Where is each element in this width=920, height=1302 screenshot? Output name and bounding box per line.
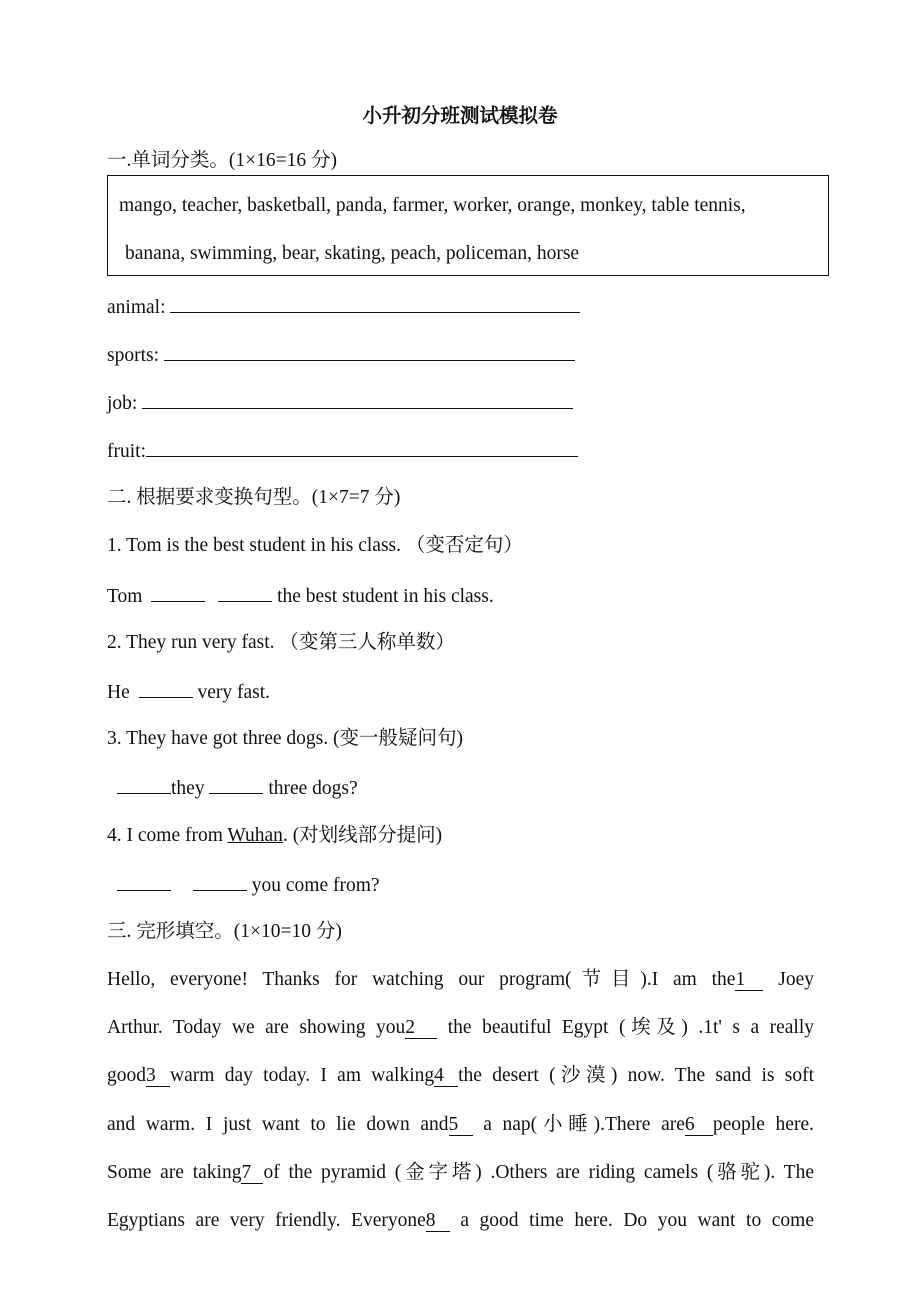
cloze-line-1 xyxy=(107,968,814,992)
question-3-prompt: 3. They have got three dogs. (变一般疑问句) xyxy=(107,728,463,749)
cloze-text: the desert (沙漠) now. The sand is soft xyxy=(458,1065,815,1086)
answer-blank[interactable] xyxy=(117,872,171,891)
section1-heading: 一.单词分类。(1×16=16 分) xyxy=(107,150,337,171)
question-4-answer xyxy=(117,872,380,898)
section2-heading: 二. 根据要求变换句型。(1×7=7 分) xyxy=(107,487,401,508)
category-animal xyxy=(107,294,580,320)
cloze-line-2 xyxy=(107,1016,814,1040)
answer-text: they xyxy=(171,778,205,799)
word-bank-box xyxy=(107,175,829,276)
cloze-blank-2[interactable]: 2 xyxy=(405,1018,437,1039)
answer-text: very fast. xyxy=(197,682,271,703)
answer-text: three dogs? xyxy=(263,778,358,799)
word-bank-line-2: banana, swimming, bear, skating, peach, policeman, horse xyxy=(125,243,580,264)
cloze-text: Egyptians are very friendly. Everyone xyxy=(107,1210,426,1231)
cloze-text: good xyxy=(107,1065,146,1086)
answer-blank[interactable] xyxy=(117,775,171,794)
answer-text: Tom xyxy=(107,586,143,607)
category-label: animal: xyxy=(107,297,171,318)
cloze-line-4 xyxy=(107,1113,814,1137)
section3-heading: 三. 完形填空。(1×10=10 分) xyxy=(107,921,342,942)
answer-blank[interactable] xyxy=(146,438,578,457)
question-3-answer xyxy=(117,775,358,801)
cloze-blank-3[interactable]: 3 xyxy=(146,1066,170,1087)
cloze-text: a nap(小睡).There are xyxy=(472,1114,685,1135)
answer-blank[interactable] xyxy=(164,342,575,361)
category-label: sports: xyxy=(107,345,164,366)
prompt-text: . (对划线部分提问) xyxy=(282,825,443,846)
cloze-text: of the pyramid (金字塔) .Others are riding camels (骆驼). The xyxy=(263,1162,814,1183)
cloze-text: warm day today. I am walking xyxy=(170,1065,435,1086)
answer-blank[interactable] xyxy=(218,583,272,602)
category-label: job: xyxy=(107,393,143,414)
answer-blank[interactable] xyxy=(139,679,193,698)
cloze-blank-8[interactable]: 8 xyxy=(426,1211,450,1232)
category-label: fruit: xyxy=(107,441,146,462)
cloze-blank-7[interactable]: 7 xyxy=(241,1163,263,1184)
answer-blank[interactable] xyxy=(209,775,263,794)
question-1-prompt: 1. Tom is the best student in his class. （变否定句） xyxy=(107,535,523,556)
cloze-text: and warm. I just want to lie down and xyxy=(107,1114,449,1135)
question-2-prompt: 2. They run very fast. （变第三人称单数） xyxy=(107,632,455,653)
category-sports xyxy=(107,342,575,368)
cloze-text: Joey xyxy=(763,969,814,990)
cloze-text: Some are taking xyxy=(107,1162,242,1183)
question-4-prompt xyxy=(107,824,442,848)
category-job xyxy=(107,390,573,416)
prompt-text: 4. I come from xyxy=(107,825,228,846)
answer-blank[interactable] xyxy=(142,390,573,409)
cloze-text: Arthur. Today we are showing you xyxy=(107,1017,406,1038)
question-1-answer xyxy=(107,583,494,609)
page-title: 小升初分班测试模拟卷 xyxy=(362,106,558,127)
cloze-line-6 xyxy=(107,1209,814,1233)
cloze-blank-1[interactable]: 1 xyxy=(735,970,763,991)
category-fruit xyxy=(107,438,578,464)
cloze-blank-6[interactable]: 6 xyxy=(685,1115,713,1136)
answer-blank[interactable] xyxy=(193,872,247,891)
underlined-word: Wuhan xyxy=(227,825,283,846)
answer-blank[interactable] xyxy=(151,583,205,602)
word-bank-line-1: mango, teacher, basketball, panda, farmer, worker, orange, monkey, table tennis, xyxy=(119,195,746,216)
cloze-text: the beautiful Egypt (埃及) .1t' s a really xyxy=(437,1017,814,1038)
cloze-text: people here. xyxy=(712,1114,814,1135)
answer-blank[interactable] xyxy=(170,294,580,313)
cloze-blank-4[interactable]: 4 xyxy=(434,1066,458,1087)
cloze-text: a good time here. Do you want to come xyxy=(449,1210,814,1231)
cloze-line-5 xyxy=(107,1161,814,1185)
cloze-line-3 xyxy=(107,1064,814,1088)
question-2-answer xyxy=(107,679,270,705)
answer-text: He xyxy=(107,682,130,703)
cloze-text: Hello, everyone! Thanks for watching our program(节目).I am the xyxy=(107,969,736,990)
answer-text: the best student in his class. xyxy=(277,586,494,607)
cloze-blank-5[interactable]: 5 xyxy=(449,1115,473,1136)
answer-text: you come from? xyxy=(251,875,380,896)
